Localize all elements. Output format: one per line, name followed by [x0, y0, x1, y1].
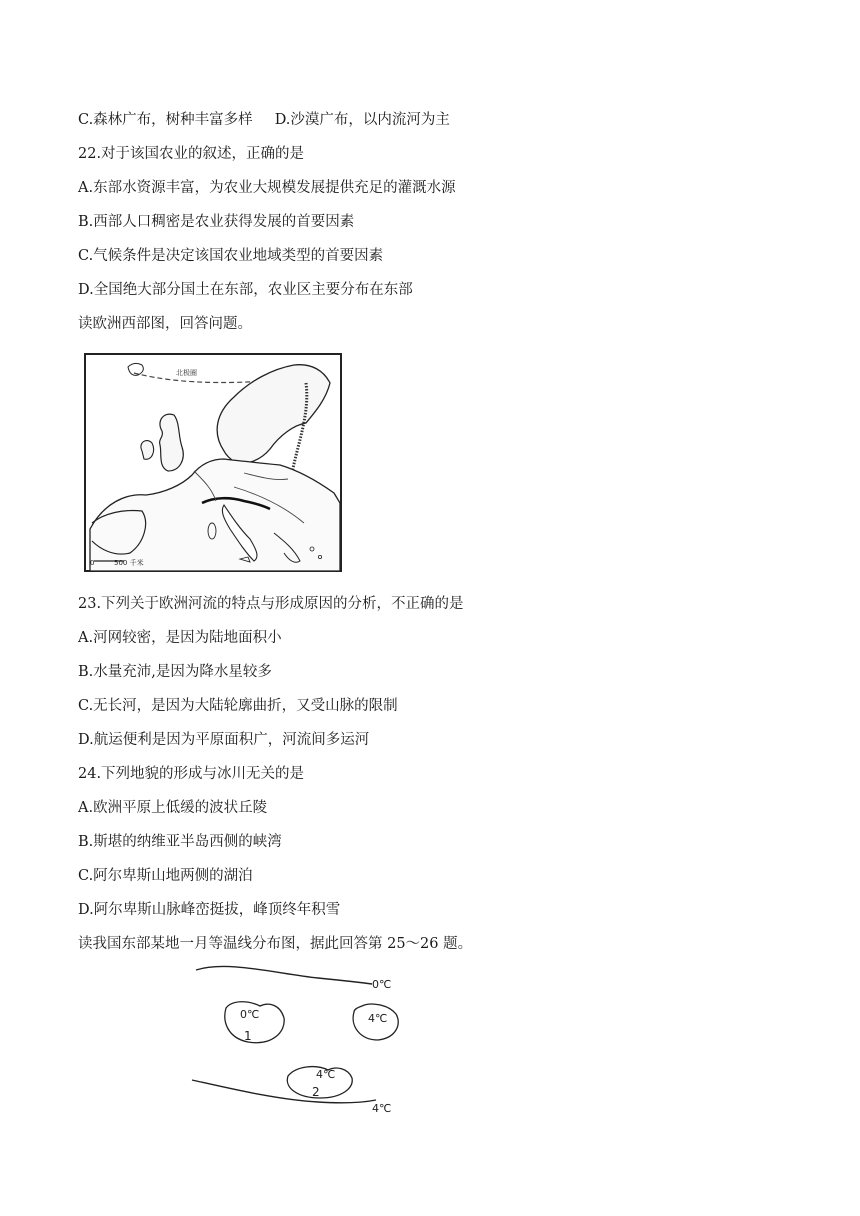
question-23-option-a: A.河网较密，是因为陆地面积小 — [78, 630, 282, 646]
question-22-option-d: D.全国绝大部分国土在东部，农业区主要分布在东部 — [78, 282, 413, 298]
point-1-number: 1 — [244, 1029, 252, 1043]
question-23-option-d: D.航运便利是因为平原面积广，河流间多运河 — [78, 732, 370, 748]
scale-distance-label: 500 千米 — [114, 559, 144, 567]
question-23-option-b: B.水量充沛,是因为降水星较多 — [78, 664, 272, 680]
isotherm-intro-text: 读我国东部某地一月等温线分布图，据此回答第 25～26 题。 — [78, 936, 473, 952]
bottom-isotherm-label: 4℃ — [372, 1102, 392, 1115]
top-isotherm-label: 0℃ — [372, 978, 392, 991]
question-24-option-d: D.阿尔卑斯山脉峰峦挺拔，峰顶终年积雪 — [78, 902, 341, 918]
oval-1-label: 0℃ — [240, 1008, 260, 1021]
question-22-stem: 22.对于该国农业的叙述，正确的是 — [78, 146, 305, 162]
arctic-circle-label: 北极圈 — [176, 369, 197, 377]
scale-zero-label: 0 — [90, 559, 95, 567]
question-24-option-a: A.欧洲平原上低缓的波状丘陵 — [78, 800, 268, 816]
point-2-number: 2 — [312, 1085, 320, 1099]
question-23-stem: 23.下列关于欧洲河流的特点与形成原因的分析，不正确的是 — [78, 596, 464, 612]
question-22-option-c: C.气候条件是决定该国农业地域类型的首要因素 — [78, 248, 384, 264]
isotherm-map — [188, 960, 406, 1116]
question-22-option-a: A.东部水资源丰富，为农业大规模发展提供充足的灌溉水源 — [78, 180, 456, 196]
question-21-options — [78, 110, 450, 130]
western-europe-map — [84, 353, 342, 572]
option-d: D.沙漠广布，以内流河为主 — [274, 112, 450, 128]
question-22-option-b: B.西部人口稠密是农业获得发展的首要因素 — [78, 214, 355, 230]
option-c: C.森林广布，树种丰富多样 — [78, 112, 253, 128]
oval-2-label: 4℃ — [316, 1068, 336, 1081]
oval-right-label: 4℃ — [368, 1012, 388, 1025]
europe-intro-text: 读欧洲西部图，回答问题。 — [78, 316, 252, 332]
question-24-option-b: B.斯堪的纳维亚半岛西侧的峡湾 — [78, 834, 282, 850]
question-24-stem: 24.下列地貌的形成与冰川无关的是 — [78, 766, 305, 782]
question-23-option-c: C.无长河，是因为大陆轮廓曲折，又受山脉的限制 — [78, 698, 398, 714]
question-24-option-c: C.阿尔卑斯山地两侧的湖泊 — [78, 868, 253, 884]
